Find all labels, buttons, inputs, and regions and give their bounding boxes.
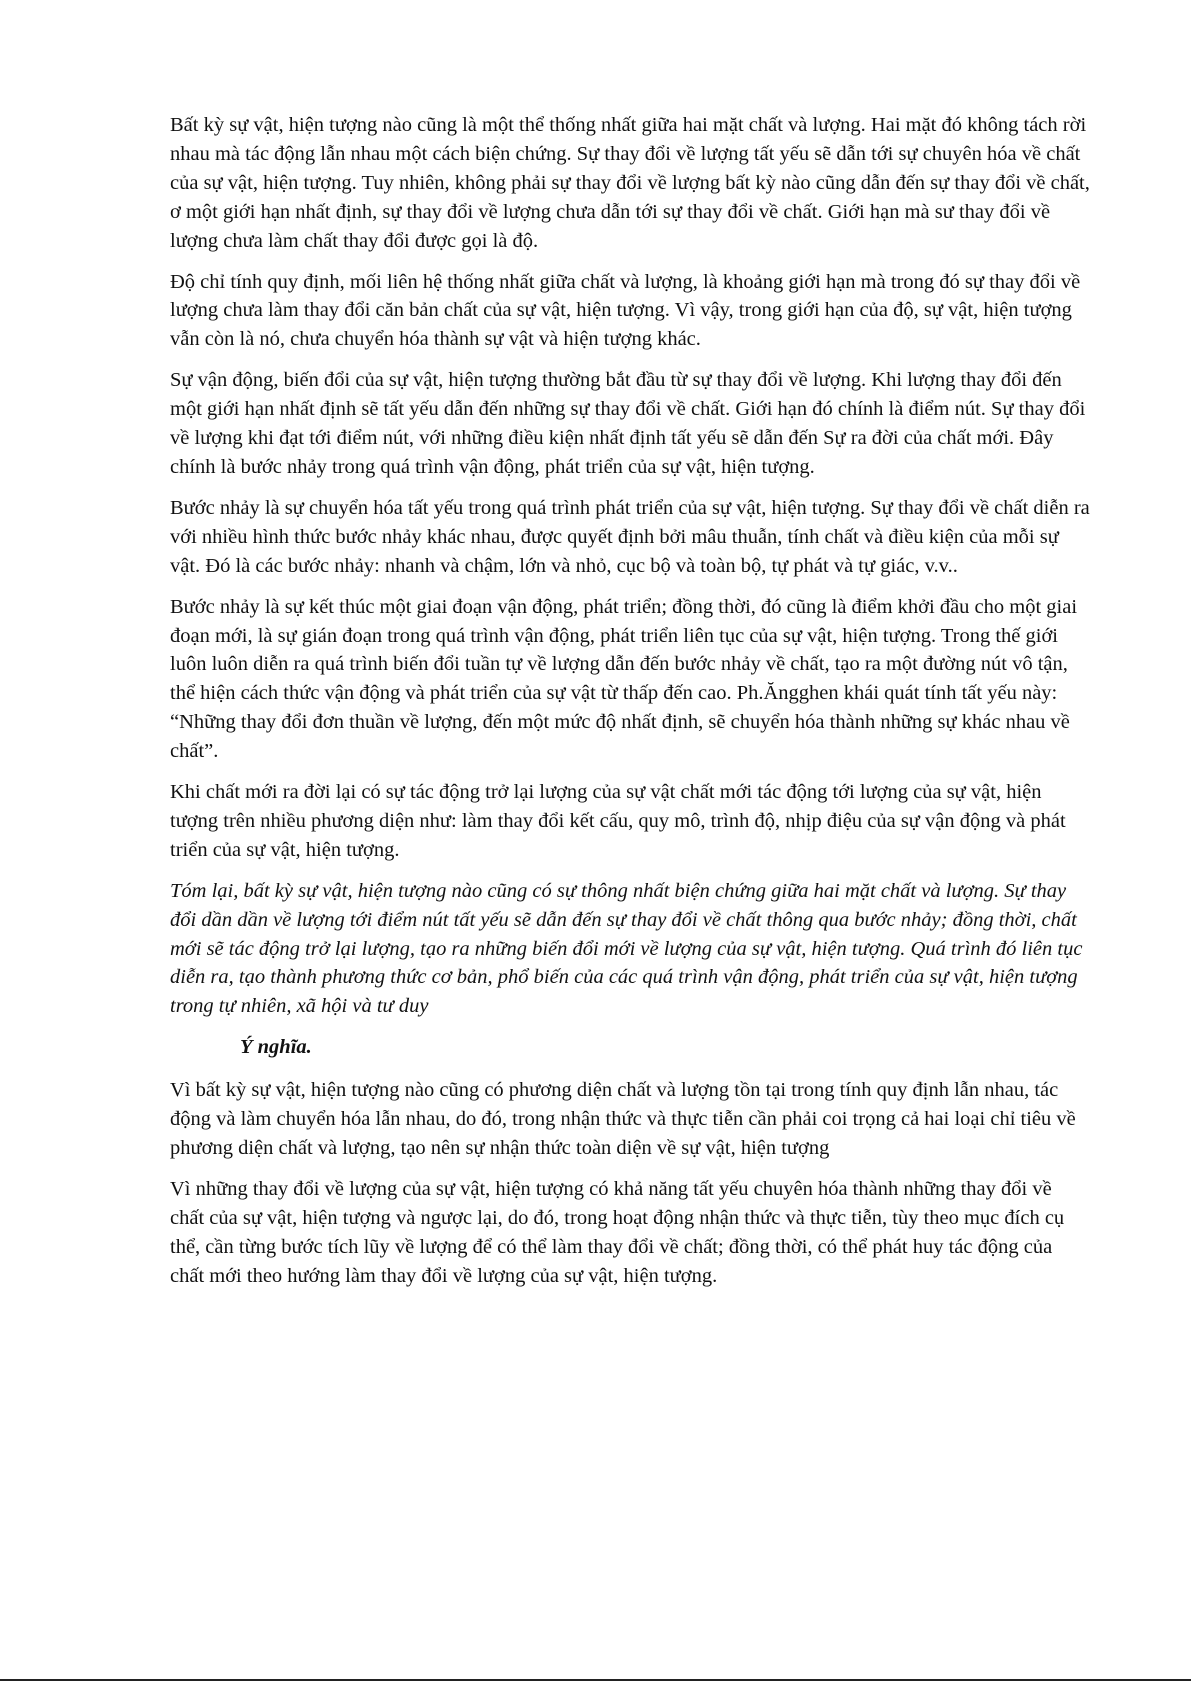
paragraph-new-quality-feedback: Khi chất mới ra đời lại có sự tác động trở lại lượng của sự vật chất mới tác động tới lượng của sự vật, hiện tượng trên nhiều phương diện như: làm thay đổi kết cấu, quy mô, trình độ, nhịp điệu của sự vận động và phát triển của sự vật, hiện tượng. (170, 781, 1066, 861)
paragraph-quality-quantity-unity: Bất kỳ sự vật, hiện tượng nào cũng là một thể thống nhất giữa hai mặt chất và lượng. Hai mặt đó không tách rời nhau mà tác động lẫn nhau một cách biện chứng. Sự thay đổi về lượng tất yếu sẽ dẫn tới sự chuyên hóa về chất của sự vật, hiện tượng. Tuy nhiên, không phải sự thay đổi về lượng bất kỳ nào cũng dẫn đến sự thay đổi về chất, ơ một giới hạn nhất định, sự thay đổi về lượng chưa dẫn tới sự thay đổi về chất. Giới hạn mà sư thay đổi về lượng chưa làm chất thay đổi được gọi là độ. (170, 114, 1090, 252)
footer-divider (0, 1679, 1191, 1681)
meaning-paragraph: Vì bất kỳ sự vật, hiện tượng nào cũng có phương diện chất và lượng tồn tại trong tính quy định lẫn nhau, tác động và làm chuyển hóa lẫn nhau, do đó, trong nhận thức và thực tiễn cần phải coi trọng cả hai loại chỉ tiêu về phương diện chất và lượng, tạo nên sự nhận thức toàn diện về sự vật, hiện tượng (170, 1079, 1076, 1160)
meaning-paragraph: Vì những thay đổi về lượng của sự vật, hiện tượng có khả năng tất yếu chuyên hóa thành những thay đổi về chất của sự vật, hiện tượng và ngược lại, do đó, trong hoạt động nhận thức và thực tiễn, tùy theo mục đích cụ thể, cần từng bước tích lũy về lượng để có thể làm thay đổi về chất; đồng thời, có thể phát huy tác động của chất mới theo hướng làm thay đổi về lượng của sự vật, hiện tượng. (170, 1178, 1065, 1287)
paragraph-nodal-point: Sự vận động, biến đổi của sự vật, hiện tượng thường bắt đầu từ sự thay đổi về lượng. Khi lượng thay đổi đến một giới hạn nhất định sẽ tất yếu dẫn đến những sự thay đổi về chất. Giới hạn đó chính là điểm nút. Sự thay đổi về lượng khi đạt tới điểm nút, với những điều kiện nhất định tất yếu sẽ dẫn đến Sự ra đời của chất mới. Đây chính là bước nhảy trong quá trình vận động, phát triển của sự vật, hiện tượng. (170, 369, 1086, 478)
paragraph-leap-forms: Bước nhảy là sự chuyển hóa tất yếu trong quá trình phát triển của sự vật, hiện tượng. Sự thay đổi về chất diễn ra với nhiều hình thức bước nhảy khác nhau, được quyết định bởi mâu thuẫn, tính chất và điều kiện của mỗi sự vật. Đó là các bước nhảy: nhanh và chậm, lớn và nhỏ, cục bộ và toàn bộ, tự phát và tự giác, v.v.. (170, 496, 1090, 577)
document-page (170, 111, 1090, 1303)
section-heading: Ý nghĩa. (240, 1036, 312, 1059)
summary-paragraph: Tóm lại, bất kỳ sự vật, hiện tượng nào cũng có sự thông nhất biện chứng giữa hai mặt chất và lượng. Sự thay đổi dần dần về lượng tới điểm nút tất yếu sẽ dẫn đến sự thay đổi về chất thông qua bước nhảy; đồng thời, chất mới sẽ tác động trở lại lượng, tạo ra những biến đổi mới về lượng của sự vật, hiện tượng. Quá trình đó liên tục diễn ra, tạo thành phương thức cơ bản, phổ biến của các quá trình vận động, phát triển của sự vật, hiện tượng trong tự nhiên, xã hội và tư duy (170, 879, 1083, 1018)
paragraph-measure-definition: Độ chỉ tính quy định, mối liên hệ thống nhất giữa chất và lượng, là khoảng giới hạn mà trong đó sự thay đổi về lượng chưa làm thay đổi căn bản chất của sự vật, hiện tượng. Vì vậy, trong giới hạn của độ, sự vật, hiện tượng vẫn còn là nó, chưa chuyển hóa thành sự vật và hiện tượng khác. (170, 270, 1081, 351)
paragraph-leap-end-stage: Bước nhảy là sự kết thúc một giai đoạn vận động, phát triển; đồng thời, đó cũng là điểm khởi đầu cho một giai đoạn mới, là sự gián đoạn trong quá trình vận động, phát triển liên tục của sự vật, hiện tượng. Trong thế giới luôn luôn diễn ra quá trình biến đổi tuần tự về lượng dẫn đến bước nhảy về chất, tạo ra một đường nút vô tận, thể hiện cách thức vận động và phát triển của sự vật từ thấp đến cao. Ph.Ăngghen khái quát tính tất yếu này: “Những thay đổi đơn thuần về lượng, đến một mức độ nhất định, sẽ chuyển hóa thành những sự khác nhau về chất”. (170, 595, 1078, 763)
